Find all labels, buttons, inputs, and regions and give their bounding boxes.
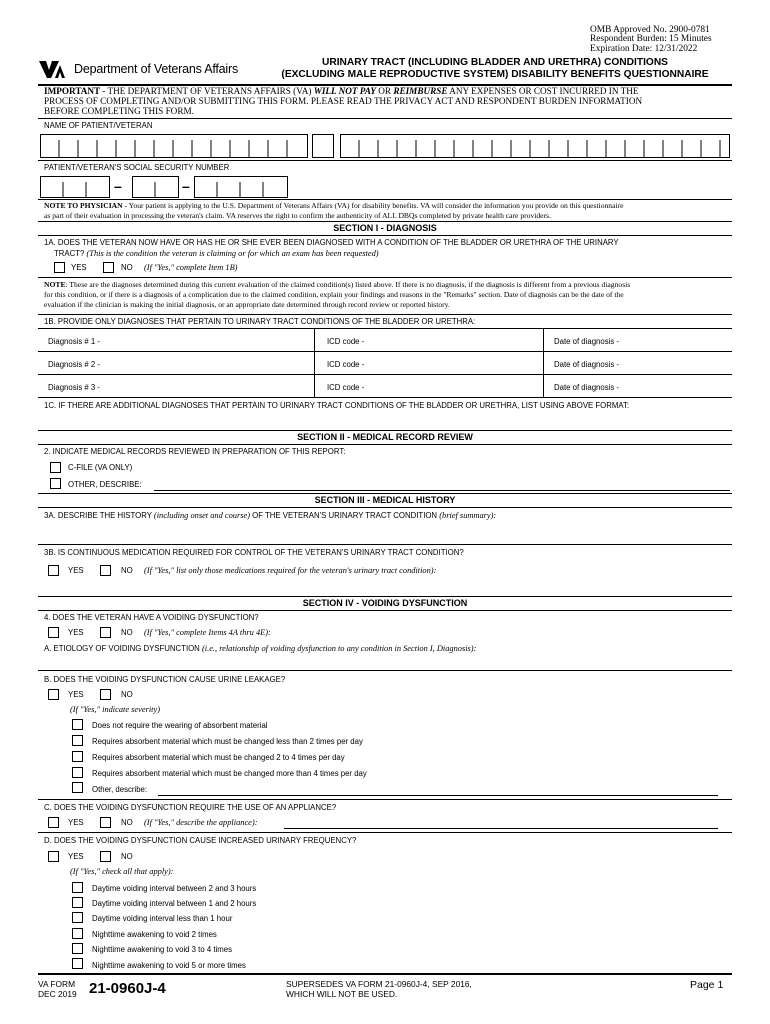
icd-2-label[interactable]: ICD code - <box>327 360 365 369</box>
q3b-no-checkbox[interactable] <box>100 565 111 576</box>
footer-form-id <box>38 979 77 1000</box>
frequency-option-checkbox[interactable] <box>72 928 83 939</box>
leakage-other-label: Other, describe: <box>92 785 148 794</box>
leakage-option-label: Requires absorbent material which must be changed more than 4 times per day <box>92 769 367 778</box>
q4-yes-checkbox[interactable] <box>48 627 59 638</box>
q4b-instruction: (If "Yes," indicate severity) <box>70 705 160 714</box>
page-number: Page 1 <box>690 979 724 991</box>
important-text1: THE DEPARTMENT OF VETERANS AFFAIRS (VA) <box>105 86 314 96</box>
q3b-no-label: NO <box>121 566 133 575</box>
q4b-yes-checkbox[interactable] <box>48 689 59 700</box>
ssn-dash: – <box>114 178 122 194</box>
divider <box>38 670 732 671</box>
footer-divider <box>38 973 732 975</box>
important-lead: IMPORTANT - <box>44 86 106 96</box>
q1a-instruction: (If "Yes," complete Item 1B) <box>144 263 238 272</box>
name-character-ticks <box>40 134 730 158</box>
footer-supersedes <box>286 979 472 1000</box>
q4-text: 4. DOES THE VETERAN HAVE A VOIDING DYSFUNCTION? <box>44 613 259 622</box>
q1a-italic: (This is the condition the veteran is claiming or for which an exam has been requested) <box>86 249 379 258</box>
q2-text: 2. INDICATE MEDICAL RECORDS REVIEWED IN PREPARATION OF THIS REPORT: <box>44 447 346 456</box>
section-3-title: SECTION III - MEDICAL HISTORY <box>314 495 456 505</box>
divider <box>38 544 732 545</box>
other-records-label: OTHER, DESCRIBE: <box>68 480 142 489</box>
q3a-lead: 3A. DESCRIBE THE HISTORY <box>44 511 154 520</box>
q1a-tract: TRACT? <box>54 249 87 258</box>
ssn-field[interactable] <box>40 176 270 198</box>
divider <box>38 610 732 611</box>
q4c-text: C. DOES THE VOIDING DYSFUNCTION REQUIRE THE USE OF AN APPLIANCE? <box>44 803 337 812</box>
footer-va-form: VA FORM <box>38 979 76 989</box>
q1a-no-label: NO <box>121 263 133 272</box>
frequency-option-checkbox[interactable] <box>72 912 83 923</box>
cfile-label: C-FILE (VA ONLY) <box>68 463 133 472</box>
q4d-no-checkbox[interactable] <box>100 851 111 862</box>
frequency-option-label: Daytime voiding interval between 2 and 3 hours <box>92 884 257 893</box>
q4d-yes-checkbox[interactable] <box>48 851 59 862</box>
q1c-text: 1C. IF THERE ARE ADDITIONAL DIAGNOSES THAT PERTAIN TO URINARY TRACT CONDITIONS OF THE BLADDER OR URETHRA, LIST USING ABOVE FORMAT: <box>44 401 630 410</box>
icd-1-label[interactable]: ICD code - <box>327 337 365 346</box>
divider <box>38 277 732 278</box>
supersedes-line1: SUPERSEDES VA FORM 21-0960J-4, SEP 2016, <box>286 979 472 989</box>
q4d-no-label: NO <box>121 852 133 861</box>
important-line3: BEFORE COMPLETING THIS FORM. <box>44 106 194 117</box>
q3a-text <box>44 511 496 520</box>
q1a-line2 <box>54 249 379 258</box>
important-em2: REIMBURSE <box>393 86 448 96</box>
table-divider <box>314 328 315 397</box>
q4c-yes-label: YES <box>68 818 84 827</box>
q3b-yes-label: YES <box>68 566 84 575</box>
table-row-divider <box>38 374 732 375</box>
leakage-option-label: Requires absorbent material which must be changed 2 to 4 times per day <box>92 753 345 762</box>
q3b-instruction: (If "Yes," list only those medications required for the veteran's urinary tract condition): <box>144 566 437 575</box>
q4c-instruction: (If "Yes," describe the appliance): <box>144 818 258 827</box>
divider <box>38 118 732 119</box>
diagnosis-2-label[interactable]: Diagnosis # 2 - <box>48 360 101 369</box>
q3a-italic1: (including onset and course) <box>153 511 250 520</box>
q4d-text: D. DOES THE VOIDING DYSFUNCTION CAUSE INCREASED URINARY FREQUENCY? <box>44 836 357 845</box>
other-records-line[interactable] <box>154 490 730 491</box>
agency-name: Department of Veterans Affairs <box>74 62 239 76</box>
divider <box>38 799 732 800</box>
q4a-lead: A. ETIOLOGY OF VOIDING DYSFUNCTION <box>44 644 202 653</box>
q1a-text: 1A. DOES THE VETERAN NOW HAVE OR HAS HE OR SHE EVER BEEN DIAGNOSED WITH A CONDITION OF THE BLADDER OR URETHRA OF THE URINARY <box>44 238 619 247</box>
q4-no-checkbox[interactable] <box>100 627 111 638</box>
note-lead: NOTE <box>44 280 66 289</box>
frequency-option-checkbox[interactable] <box>72 882 83 893</box>
divider <box>38 221 732 222</box>
divider <box>38 160 732 161</box>
ssn-character-ticks <box>40 176 290 198</box>
frequency-option-checkbox[interactable] <box>72 943 83 954</box>
q1a-yes-label: YES <box>71 263 87 272</box>
frequency-option-checkbox[interactable] <box>72 958 83 969</box>
expiration-date: Expiration Date: 12/31/2022 <box>590 43 698 54</box>
leakage-option-label: Does not require the wearing of absorbent material <box>92 721 268 730</box>
q4b-text: B. DOES THE VOIDING DYSFUNCTION CAUSE URINE LEAKAGE? <box>44 675 286 684</box>
q4b-yes-label: YES <box>68 690 84 699</box>
q4b-no-label: NO <box>121 690 133 699</box>
diagnosis-1-label[interactable]: Diagnosis # 1 - <box>48 337 101 346</box>
q4c-no-label: NO <box>121 818 133 827</box>
leakage-option-checkbox[interactable] <box>72 751 83 762</box>
leakage-other-checkbox[interactable] <box>72 782 83 793</box>
footer-date: DEC 2019 <box>38 989 77 1000</box>
ssn-label: PATIENT/VETERAN'S SOCIAL SECURITY NUMBER <box>44 163 230 172</box>
q1a-yes-checkbox[interactable] <box>54 262 65 273</box>
va-seal-icon <box>38 59 68 79</box>
q4-no-label: NO <box>121 628 133 637</box>
form-title-line2: (EXCLUDING MALE REPRODUCTIVE SYSTEM) DISABILITY BENEFITS QUESTIONNAIRE <box>281 69 709 80</box>
q4-yes-label: YES <box>68 628 84 637</box>
q4c-yes-checkbox[interactable] <box>48 817 59 828</box>
divider <box>38 199 732 200</box>
q1b-text: 1B. PROVIDE ONLY DIAGNOSES THAT PERTAIN TO URINARY TRACT CONDITIONS OF THE BLADDER OR URETHRA: <box>44 317 476 326</box>
date-1-label[interactable]: Date of diagnosis - <box>554 337 620 346</box>
table-divider <box>543 328 544 397</box>
ssn-dash: – <box>182 178 190 194</box>
note-line2: for this condition, or if there is a diagnosis of a complication due to the claimed condition, explain your findings and reasons in the "Remarks" section. Date of diagnosis can be the date of the <box>44 290 624 299</box>
omb-block <box>590 26 712 54</box>
note-line3: evaluation if the clinician is making the initial diagnosis, or an appropriate date determined through record review or reported history. <box>44 300 450 309</box>
q3a-italic2: (brief summary): <box>439 511 497 520</box>
physician-note-line2: as part of their evaluation in processing the veteran's claim. VA reserves the right to confirm the authenticity of ALL DBQs completed by private health care providers. <box>44 210 551 220</box>
date-3-label[interactable]: Date of diagnosis - <box>554 383 620 392</box>
frequency-option-label: Nighttime awakening to void 5 or more times <box>92 961 246 970</box>
divider <box>38 430 732 431</box>
important-text3: ANY EXPENSES OR COST INCURRED IN THE <box>447 86 639 96</box>
frequency-option-label: Daytime voiding interval less than 1 hour <box>92 914 233 923</box>
icd-3-label[interactable]: ICD code - <box>327 383 365 392</box>
section-1-title: SECTION I - DIAGNOSIS <box>333 223 437 233</box>
supersedes-line2: WHICH WILL NOT BE USED. <box>286 989 398 1000</box>
q1a-no-checkbox[interactable] <box>103 262 114 273</box>
q4d-instruction: (If "Yes," check all that apply): <box>70 867 174 876</box>
q4-instruction: (If "Yes," complete Items 4A thru 4E): <box>144 628 271 637</box>
q4a-italic: (i.e., relationship of voiding dysfunction to any condition in Section I, Diagnosis): <box>201 644 477 653</box>
diagnosis-3-label[interactable]: Diagnosis # 3 - <box>48 383 101 392</box>
physician-note-line1: - Your patient is applying to the U.S. Department of Veterans Affairs (VA) for disability benefits. VA will consider the information you provide on this questionnaire <box>122 201 624 210</box>
divider <box>38 596 732 597</box>
name-label: NAME OF PATIENT/VETERAN <box>44 121 153 130</box>
date-2-label[interactable]: Date of diagnosis - <box>554 360 620 369</box>
section-2-title: SECTION II - MEDICAL RECORD REVIEW <box>297 432 473 442</box>
divider <box>38 493 732 494</box>
diagnosis-note <box>44 280 734 310</box>
va-logo-block <box>38 55 258 83</box>
form-title <box>258 57 732 81</box>
cfile-checkbox[interactable] <box>50 462 61 473</box>
frequency-option-label: Daytime voiding interval between 1 and 2 hours <box>92 899 257 908</box>
other-records-checkbox[interactable] <box>50 478 61 489</box>
q3a-mid: OF THE VETERAN'S URINARY TRACT CONDITION <box>250 511 440 520</box>
section-4-title: SECTION IV - VOIDING DYSFUNCTION <box>302 598 468 608</box>
note-line1: : These are the diagnoses determined during this current evaluation of the claimed condition(s) listed above. If there is no diagnosis, if the diagnosis is different from a previous diagnosis <box>65 280 631 289</box>
q4b-no-checkbox[interactable] <box>100 689 111 700</box>
divider <box>38 397 732 398</box>
diagnosis-table <box>38 328 732 397</box>
divider <box>38 832 732 833</box>
q3b-text: 3B. IS CONTINUOUS MEDICATION REQUIRED FOR CONTROL OF THE VETERAN'S URINARY TRACT CONDITION? <box>44 548 464 557</box>
divider <box>38 314 732 315</box>
important-em1: WILL NOT PAY <box>313 86 376 96</box>
divider <box>38 444 732 445</box>
omb-number: OMB Approved No. 2900-0781 <box>590 25 710 35</box>
q4c-no-checkbox[interactable] <box>100 817 111 828</box>
important-line2: PROCESS OF COMPLETING AND/OR SUBMITTING THIS FORM. PLEASE READ THE PRIVACY ACT AND RESPONDENT BURDEN INFORMATION <box>44 96 643 107</box>
divider <box>38 235 732 236</box>
footer-form-number: 21-0960J-4 <box>89 980 166 997</box>
q4a-text <box>44 644 476 653</box>
physician-note <box>44 201 734 220</box>
frequency-option-checkbox[interactable] <box>72 897 83 908</box>
appliance-line[interactable] <box>284 828 718 829</box>
leakage-option-label: Requires absorbent material which must be changed less than 2 times per day <box>92 737 363 746</box>
leakage-option-checkbox[interactable] <box>72 767 83 778</box>
respondent-burden: Respondent Burden: 15 Minutes <box>590 34 712 45</box>
important-text2: OR <box>375 86 394 96</box>
table-row-divider <box>38 351 732 352</box>
leakage-option-checkbox[interactable] <box>72 719 83 730</box>
frequency-option-label: Nighttime awakening to void 3 to 4 times <box>92 945 232 954</box>
form-title-line1: URINARY TRACT (INCLUDING BLADDER AND URETHRA) CONDITIONS <box>322 57 668 68</box>
q4d-yes-label: YES <box>68 852 84 861</box>
leakage-other-line[interactable] <box>158 795 718 796</box>
physician-note-lead: NOTE TO PHYSICIAN <box>44 201 123 210</box>
q3b-yes-checkbox[interactable] <box>48 565 59 576</box>
leakage-option-checkbox[interactable] <box>72 735 83 746</box>
frequency-option-label: Nighttime awakening to void 2 times <box>92 930 217 939</box>
divider <box>38 507 732 508</box>
important-notice <box>44 86 734 117</box>
